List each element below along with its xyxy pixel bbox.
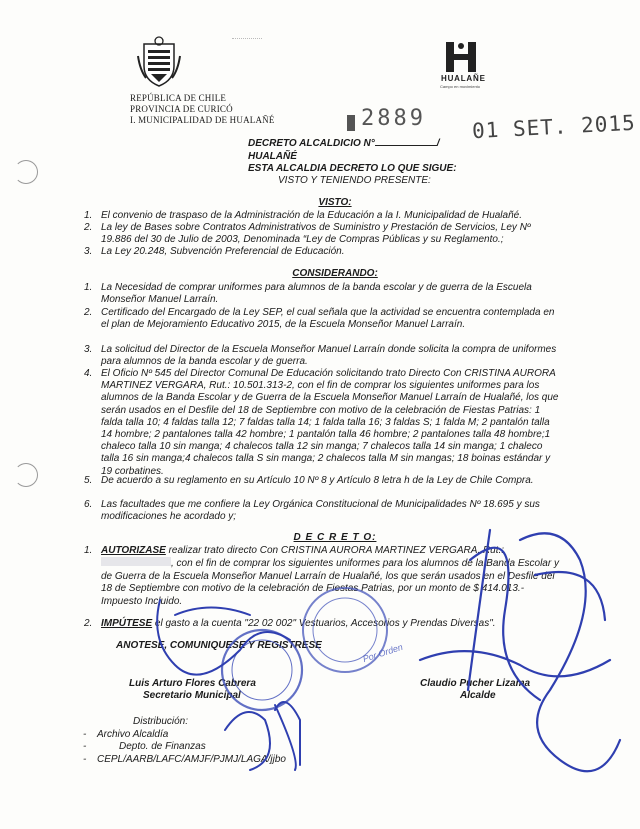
logo-name: HUALAÑE <box>441 74 486 83</box>
decreto-closing: ANOTESE, COMUNIQUESE Y REGISTRESE <box>116 640 322 651</box>
considerando-item-6: 6. Las facultades que me confiere la Ley Orgánica Constitucional de Municipalidades Nº 18.695 y sus modificaciones he acordado y; <box>84 499 540 523</box>
secretary-signature <box>157 600 300 770</box>
mayor-signature <box>420 530 620 771</box>
visto-item-3: 3. La Ley 20.248, Subvención Preferencial de Educación. <box>84 246 345 257</box>
visto-item-1: 1. El convenio de traspaso de la Administración de la Educación a la I. Municipalidad de Hualañé. <box>84 210 522 221</box>
considerando-item-2: 2. Certificado del Encargado de la Ley SEP, el cual señala que la actividad se encuentra contemplada en el plan de Mejoramiento Educativo 2015, de la Escuela Monseñor Manuel Larraín. <box>84 307 555 331</box>
visto-heading: VISTO: <box>318 197 352 208</box>
considerando-item-4: 4. El Oficio Nº 545 del Director Comunal De Educación solicitando trato Directo Con CRISTINA AURORA MARTINEZ VERGARA, Rut.: 10.501.313-2, con el fin de comprar los siguientes uniformes para los alumnos de la Banda Escolar y de Guerra de la Escuela Monseñor Manuel Larraín de Hualañé, los que serán usados en el Desfile del 18 de Septiembre con motivo de la celebración de Fiestas Patrias: 1 falda talla 10; 4 faldas talla 12; 7 faldas talla 14; 1 falda talla 16; 3 faldas S; 1 falda M; 2 pantalón talla 14 hombre; 2 pantalones talla 42 hombre; 1 pantalón talla 46 hombre; 2 pantalones talla 48 hombre;1 chaleco talla 10 sin manga; 4 chalecos talla 12 sin manga; 7 chalecos talla 14 sin manga; 1 chaleco talla 16 sin manga;4 chalecos talla S sin manga; 2 chalecos talla M sin mangas; 18 boinas estándar y 19 corbatines. <box>84 368 559 477</box>
signature-left-title: Secretario Municipal <box>143 690 241 701</box>
distribution-item-2: - Depto. de Finanzas <box>83 741 206 752</box>
considerando-item-3: 3. La solicitud del Director de la Escuela Monseñor Manuel Larraín donde solicita la compra de uniformes para alumnos de la banda escolar y de guerra. <box>84 344 557 368</box>
logo-tagline: Campo en movimiento <box>440 84 481 89</box>
considerando-heading: CONSIDERANDO: <box>292 268 378 279</box>
signature-left-name: Luis Arturo Flores Cabrera <box>129 678 256 689</box>
decreto-impute: IMPÚTESE <box>101 618 153 629</box>
distribution-item-1: - Archivo Alcaldía <box>83 729 169 740</box>
decree-intro2: VISTO Y TENIENDO PRESENTE: <box>278 175 431 186</box>
distribution-item-3: - CEPL/AARB/LAFC/AMJF/PJMJ/LAGA/jjbo <box>83 754 286 765</box>
date-stamp: 01 SET. 2015 <box>471 110 637 144</box>
header-municipality: I. MUNICIPALIDAD DE HUALAÑÉ <box>130 115 275 125</box>
decree-place: HUALAÑÉ <box>248 151 297 162</box>
decreto-item-1: 1. AUTORIZASE realizar trato directo Con CRISTINA AURORA MARTINEZ VERGARA, Rut.: , con el fin de comprar los siguientes uniformes para los alumnos de la Banda Escolar y de Guerra de la Escuela Monseñor Manuel Larraín de Hualañé, los que serán usados en el Desfile del 18 de Septiembre con motivo de la celebración de Fiestas Patrias, por un monto de $ 414.013.- Impuesto Incluido. <box>84 545 559 607</box>
considerando-item-5: 5. De acuerdo a su reglamento en su Artículo 10 Nº 8 y Artículo 8 letra h de la Ley de Chile Compra. <box>84 475 534 486</box>
decree-intro: ESTA ALCALDIA DECRETO LO QUE SIGUE: <box>248 163 457 174</box>
decreto-authorize: AUTORIZASE <box>101 545 166 556</box>
decree-title-prefix: DECRETO ALCALDICIO N° <box>248 138 375 149</box>
header-province: PROVINCIA DE CURICÓ <box>130 104 233 114</box>
secretary-stamp <box>222 630 302 710</box>
signature-right-name: Claudio Pucher Lizama <box>420 678 531 689</box>
decreto-heading: D E C R E T O: <box>293 532 377 543</box>
decree-number-stamp: 2889 <box>361 106 426 131</box>
stamp-text: Por Orden <box>361 641 405 665</box>
decree-slash: / <box>436 138 440 149</box>
distribution-heading: Distribución: <box>133 716 189 727</box>
considerando-item-1: 1. La Necesidad de comprar uniformes para alumnos de la banda escolar y de guerra de la Escuela Monseñor Manuel Larraín. <box>84 282 532 306</box>
visto-item-2: 2. La ley de Bases sobre Contratos Administrativos de Suministro y Prestación de Servicios, Ley Nº 19.886 del 30 de Julio de 2003, Denominada “Ley de Compras Públicas y su Reglamento.; <box>84 222 531 246</box>
decreto-item-2: 2. IMPÚTESE el gasto a la cuenta "22 02 002" Vestuarios, Accesorios y Prendas Diversas". <box>84 618 496 629</box>
signature-right-title: Alcalde <box>460 690 496 701</box>
header-country: REPÚBLICA DE CHILE <box>130 93 227 103</box>
